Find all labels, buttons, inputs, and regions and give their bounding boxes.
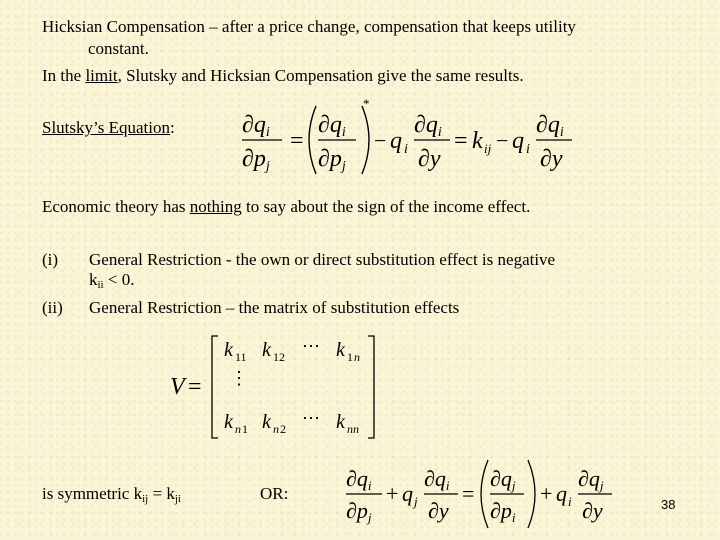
econ-prefix: Economic theory has [42, 197, 190, 216]
hicksian-definition-line1: Hicksian Compensation – after a price change, compensation that keeps utility [42, 17, 576, 36]
page-number: 38 [661, 497, 676, 512]
symmetric-statement [42, 484, 181, 509]
item1-subscript: ii [97, 279, 104, 291]
limit-prefix: In the [42, 66, 86, 85]
svg-text:i: i [526, 142, 530, 157]
svg-text:=: = [454, 128, 468, 154]
svg-text:−: − [496, 128, 509, 153]
svg-text:⋮: ⋮ [230, 368, 248, 388]
svg-text:k: k [262, 339, 271, 361]
svg-text:−: − [374, 128, 387, 153]
sym-subscript-ij: ij [142, 493, 149, 505]
svg-text:⋯: ⋯ [302, 336, 320, 356]
econ-suffix: to say about the sign of the income effect. [241, 197, 531, 216]
svg-text:q: q [556, 481, 567, 506]
econ-nothing-word: nothing [189, 197, 242, 216]
svg-text:+: + [386, 481, 399, 506]
svg-text:k: k [472, 128, 483, 154]
sym-middle: = k [148, 484, 175, 503]
svg-text:∂pj: ∂pj [242, 146, 270, 174]
income-effect-statement [42, 197, 530, 217]
svg-text:n: n [354, 350, 360, 364]
symmetry-equation [342, 454, 618, 534]
svg-text:V: V [170, 374, 185, 400]
or-label: OR: [260, 484, 289, 503]
substitution-matrix [168, 332, 388, 444]
svg-text:∂qj: ∂qj [578, 466, 604, 493]
slutsky-colon: : [169, 118, 175, 137]
svg-text:k: k [336, 339, 345, 361]
svg-text:=: = [290, 128, 304, 154]
svg-text:1: 1 [347, 350, 353, 364]
svg-text:k: k [262, 411, 271, 433]
sym-prefix: is symmetric k [42, 484, 143, 503]
limit-word: limit [85, 66, 118, 85]
item1-inequality [89, 270, 134, 295]
svg-text:2: 2 [280, 422, 286, 436]
svg-text:1: 1 [242, 422, 248, 436]
item2-number: (ii) [42, 298, 63, 317]
svg-text:j: j [414, 494, 418, 509]
svg-text:=: = [462, 481, 475, 506]
item1-k: k [89, 270, 98, 289]
svg-text:=: = [188, 374, 202, 400]
sym-subscript-ji: ji [174, 493, 181, 505]
svg-text:∂pj: ∂pj [346, 498, 372, 525]
svg-text:i: i [404, 142, 408, 157]
svg-text:q: q [512, 128, 524, 154]
hicksian-definition-line2: constant. [88, 39, 149, 58]
svg-text:k: k [224, 411, 233, 433]
svg-text:q: q [402, 481, 413, 506]
svg-text:∂y: ∂y [428, 498, 449, 523]
svg-text:n: n [273, 422, 279, 436]
limit-statement [42, 66, 524, 86]
svg-text:∂qi: ∂qi [424, 466, 450, 493]
svg-text:∂qi: ∂qi [536, 112, 564, 140]
svg-text:i: i [568, 494, 572, 509]
svg-text:∂qi: ∂qi [414, 112, 442, 140]
svg-text:∂y: ∂y [418, 146, 441, 172]
svg-text:k: k [336, 411, 345, 433]
svg-text:∂qi: ∂qi [318, 112, 346, 140]
svg-text:∂pj: ∂pj [318, 146, 346, 174]
svg-text:ij: ij [484, 141, 492, 156]
svg-text:∂pi: ∂pi [490, 498, 516, 525]
slutsky-equation [238, 96, 578, 180]
svg-text:nn: nn [347, 422, 359, 436]
item1-text: General Restriction - the own or direct substitution effect is negative [89, 250, 556, 269]
svg-text:∂qj: ∂qj [490, 466, 516, 493]
svg-text:k: k [224, 339, 233, 361]
svg-text:+: + [540, 481, 553, 506]
svg-text:∂qi: ∂qi [242, 112, 270, 140]
svg-text:12: 12 [273, 350, 285, 364]
svg-text:n: n [235, 422, 241, 436]
item2-text: General Restriction – the matrix of substitution effects [89, 298, 460, 317]
svg-text:∂y: ∂y [582, 498, 603, 523]
slutsky-equation-label: Slutsky’s Equation [42, 118, 170, 137]
svg-text:q: q [390, 128, 402, 154]
svg-text:11: 11 [235, 350, 247, 364]
limit-suffix: , Slutsky and Hicksian Compensation give the same results. [117, 66, 524, 85]
item1-number: (i) [42, 250, 59, 269]
item1-rest: < 0. [103, 270, 135, 289]
svg-text:⋯: ⋯ [302, 408, 320, 428]
svg-text:*: * [363, 96, 370, 111]
svg-text:∂y: ∂y [540, 146, 563, 172]
svg-text:∂qi: ∂qi [346, 466, 372, 493]
slutsky-label-row [42, 118, 175, 138]
